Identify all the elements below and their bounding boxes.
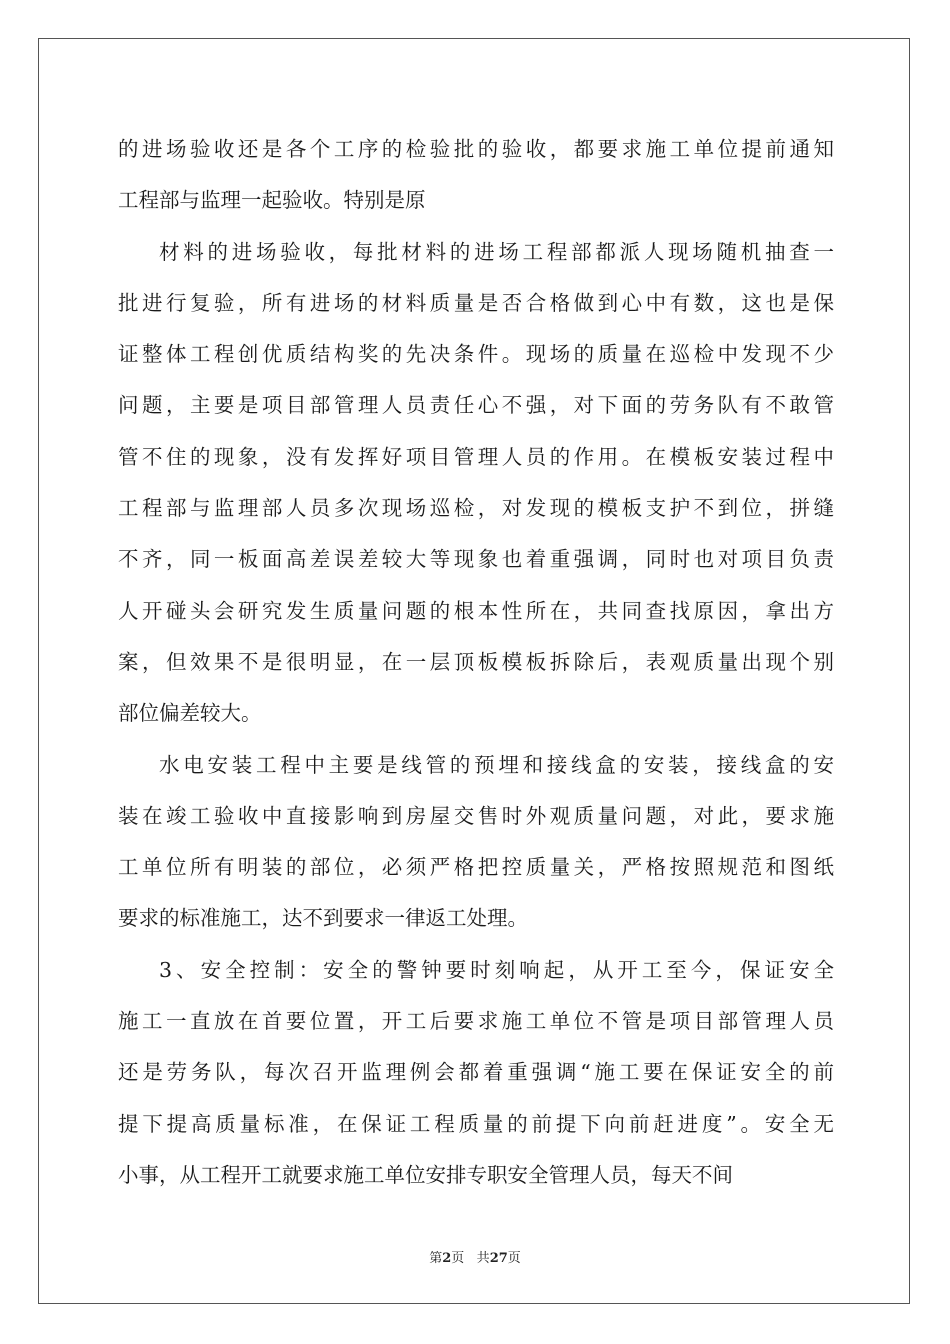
text-line: 问题，主要是项目部管理人员责任心不强，对下面的劳务队有不敢管 (118, 393, 834, 418)
text-line: 3、安全控制：安全的警钟要时刻响起，从开工至今，保证安全 (159, 957, 834, 982)
text-line: 人开碰头会研究发生质量问题的根本性所在，共同查找原因，拿出方 (118, 598, 834, 623)
text-line: 不齐，同一板面高差误差较大等现象也着重强调，同时也对项目负责 (118, 547, 834, 572)
text-line: 装在竣工验收中直接影响到房屋交售时外观质量问题，对此，要求施 (118, 803, 834, 828)
text-line: 施工一直放在首要位置，开工后要求施工单位不管是项目部管理人员 (118, 1009, 834, 1034)
text-line: 小事，从工程开工就要求施工单位安排专职安全管理人员，每天不间 (118, 1162, 733, 1187)
page-number: 2 (442, 1251, 452, 1266)
text-line: 案，但效果不是很明显，在一层顶板模板拆除后，表观质量出现个别 (118, 649, 834, 674)
text-line: 还是劳务队，每次召开监理例会都着重强调“施工要在保证安全的前 (118, 1060, 834, 1085)
text-line: 材料的进场验收，每批材料的进场工程部都派人现场随机抽查一 (159, 239, 834, 264)
text-line: 要求的标准施工，达不到要求一律返工处理。 (118, 906, 528, 931)
paragraph (118, 124, 834, 227)
text-line: 工程部与监理一起验收。特别是原 (118, 188, 426, 213)
text-line: 工程部与监理部人员多次现场巡检，对发现的模板支护不到位，拼缝 (118, 496, 834, 521)
total-label-prefix: 共 (476, 1251, 490, 1266)
document-body (118, 124, 834, 1201)
text-line: 的进场验收还是各个工序的检验批的验收，都要求施工单位提前通知 (118, 137, 834, 161)
text-line: 部位偏差较大。 (118, 701, 262, 726)
paragraph (118, 227, 834, 740)
paragraph (118, 740, 834, 945)
page-label-suffix: 页 (451, 1251, 465, 1266)
text-line: 证整体工程创优质结构奖的先决条件。现场的质量在巡检中发现不少 (118, 342, 834, 367)
text-line: 工单位所有明装的部位，必须严格把控质量关，严格按照规范和图纸 (118, 855, 834, 880)
text-line: 提下提高质量标准，在保证工程质量的前提下向前赶进度”。安全无 (118, 1111, 834, 1136)
page-label-prefix: 第 (429, 1251, 443, 1266)
total-pages: 27 (489, 1251, 508, 1266)
text-line: 管不住的现象，没有发挥好项目管理人员的作用。在模板安装过程中 (118, 444, 834, 469)
total-label-suffix: 页 (507, 1251, 521, 1266)
paragraph (118, 945, 834, 1201)
text-line: 水电安装工程中主要是线管的预埋和接线盒的安装，接线盒的安 (159, 752, 834, 777)
page-footer (0, 1247, 950, 1266)
text-line: 批进行复验，所有进场的材料质量是否合格做到心中有数，这也是保 (118, 290, 834, 315)
